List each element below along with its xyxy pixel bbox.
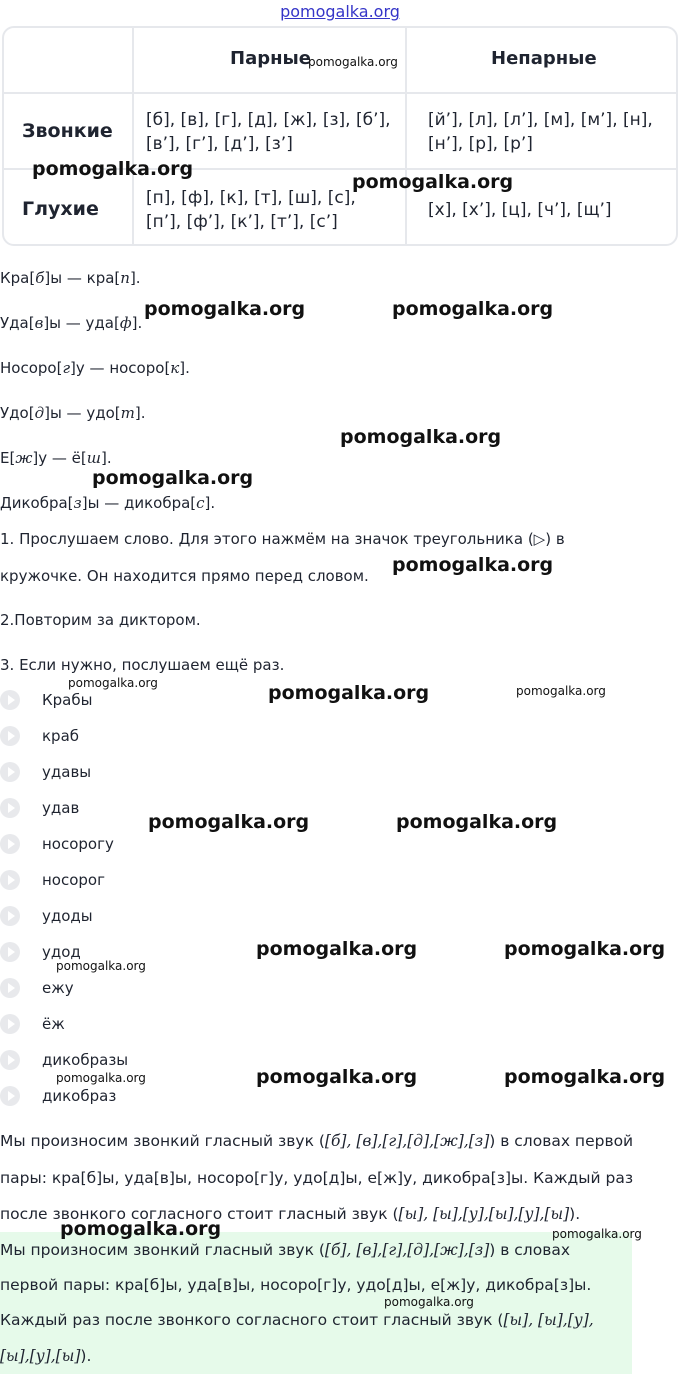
example-sound: ж [15, 449, 33, 467]
row-header-voiced: Звонкие [22, 120, 113, 142]
example-line: Удо[д]ы — удо[т]. [0, 404, 146, 422]
audio-word: удод [42, 943, 81, 961]
answer-line: первой пары: кра[б]ы, уда[в]ы, носоро[г]у, удо[д]ы, е[ж]у, дикобра[з]ы. [0, 1276, 592, 1294]
example-sound: с [196, 494, 205, 512]
instruction-step-2: 2.Повторим за диктором. [0, 611, 201, 629]
watermark: pomogalka.org [56, 959, 146, 973]
cell-line: [п], [ф], [к], [т], [ш], [с], [146, 188, 356, 208]
table-divider [4, 92, 676, 94]
cell-voiced-unpaired [428, 108, 653, 156]
example-sound: к [170, 359, 180, 377]
table-divider [132, 28, 134, 244]
paragraph-sounds: [б], [в],[г],[д],[ж],[з] [324, 1132, 490, 1150]
audio-word: ёж [42, 1015, 65, 1033]
example-text: у — носоро [75, 359, 165, 377]
paragraph-sounds: [ы],[у],[ы] [0, 1347, 81, 1365]
paragraph-text: ). [80, 1347, 92, 1365]
watermark: pomogalka.org [56, 1071, 146, 1085]
play-icon[interactable] [0, 726, 20, 746]
watermark: pomogalka.org [396, 811, 558, 833]
play-icon[interactable] [0, 1014, 20, 1034]
watermark: pomogalka.org [504, 938, 666, 960]
example-line: Кра[б]ы — кра[п]. [0, 269, 141, 287]
paragraph-sounds: [б], [в],[г],[д],[ж],[з] [324, 1241, 490, 1259]
answer-line [0, 1347, 91, 1365]
play-icon[interactable] [0, 942, 20, 962]
column-header-paired: Парные [230, 48, 312, 69]
paragraph-text: ). [569, 1205, 581, 1223]
play-icon[interactable] [0, 1050, 20, 1070]
example-text: Дикобра [0, 494, 68, 512]
example-sound: д [34, 404, 45, 422]
example-sound: т [120, 404, 135, 422]
watermark: pomogalka.org [352, 171, 514, 193]
instruction-step-1-cont: кружочке. Он находится прямо перед словом. [0, 567, 369, 585]
watermark: pomogalka.org [392, 298, 554, 320]
example-text: . [106, 449, 112, 467]
watermark: pomogalka.org [148, 811, 310, 833]
watermark: pomogalka.org [32, 158, 194, 180]
example-text: ы — удо [49, 404, 115, 422]
instruction-step-3: 3. Если нужно, послушаем ещё раз. [0, 656, 285, 674]
example-text: Е [0, 449, 10, 467]
audio-word: удоды [42, 907, 93, 925]
paragraph-line [0, 1132, 633, 1150]
play-icon[interactable] [0, 762, 20, 782]
example-line: Уда[в]ы — уда[ф]. [0, 314, 143, 332]
example-text: . [137, 314, 143, 332]
example-text: ы — кра [50, 269, 115, 287]
paragraph-text: Мы произносим звонкий гласный звук ( [0, 1241, 325, 1259]
instruction-step-1: 1. Прослушаем слово. Для этого нажмём на значок треугольника (▷) в [0, 530, 565, 548]
table-divider [405, 28, 407, 244]
example-text: Уда [0, 314, 29, 332]
watermark: pomogalka.org [340, 426, 502, 448]
example-sound: ш [86, 449, 101, 467]
example-line: Е[ж]у — ё[ш]. [0, 449, 112, 467]
example-sound: г [62, 359, 71, 377]
play-icon[interactable] [0, 906, 20, 926]
play-icon[interactable] [0, 1086, 20, 1106]
paragraph-text: после звонкого согласного стоит гласный звук ( [0, 1205, 399, 1223]
watermark: pomogalka.org [516, 684, 606, 698]
header-watermark-link[interactable]: pomogalka.org [280, 2, 400, 21]
cell-line: [н’], [р], [р’] [428, 134, 533, 154]
watermark: pomogalka.org [60, 1218, 222, 1240]
example-text: Носоро [0, 359, 57, 377]
example-sound: з [73, 494, 82, 512]
paragraph-line: пары: кра[б]ы, уда[в]ы, носоро[г]у, удо[д]ы, е[ж]у, дикобра[з]ы. Каждый раз [0, 1169, 634, 1187]
cell-line: [п’], [ф’], [к’], [т’], [с’] [146, 212, 338, 232]
watermark: pomogalka.org [308, 55, 398, 69]
example-sound: б [35, 269, 45, 287]
example-text: у — ё [38, 449, 81, 467]
play-icon[interactable] [0, 798, 20, 818]
example-sound: в [34, 314, 44, 332]
audio-word: ежу [42, 979, 74, 997]
example-line: Носоро[г]у — носоро[к]. [0, 359, 190, 377]
audio-word: носорогу [42, 835, 114, 853]
paragraph-text: Мы произносим звонкий гласный звук ( [0, 1132, 325, 1150]
example-text: Удо [0, 404, 29, 422]
row-header-voiceless: Глухие [22, 198, 99, 220]
cell-line: [й’], [л], [л’], [м], [м’], [н], [428, 110, 653, 130]
watermark: pomogalka.org [256, 938, 418, 960]
watermark: pomogalka.org [552, 1227, 642, 1241]
example-text: . [185, 359, 190, 377]
example-line: Дикобра[з]ы — дикобра[с]. [0, 494, 216, 512]
answer-line [0, 1241, 570, 1259]
audio-word: краб [42, 727, 80, 745]
watermark: pomogalka.org [256, 1066, 418, 1088]
example-text: . [210, 494, 216, 512]
watermark: pomogalka.org [268, 682, 430, 704]
example-text: ы — дикобра [87, 494, 191, 512]
cell-line: [б], [в], [г], [д], [ж], [з], [б’], [146, 110, 391, 130]
paragraph-sounds: [ы], [ы],[у], [503, 1311, 594, 1329]
audio-word: удав [42, 799, 80, 817]
cell-voiceless-paired [146, 186, 356, 234]
play-icon[interactable] [0, 870, 20, 890]
watermark: pomogalka.org [504, 1066, 666, 1088]
play-icon[interactable] [0, 834, 20, 854]
watermark: pomogalka.org [384, 1295, 474, 1309]
cell-line: [в’], [г’], [д’], [з’] [146, 134, 293, 154]
paragraph-text: Каждый раз после звонкого согласного стоит гласный звук ( [0, 1311, 504, 1329]
watermark: pomogalka.org [68, 676, 158, 690]
paragraph-text: ) в словах [489, 1241, 571, 1259]
audio-word: Крабы [42, 691, 93, 709]
audio-word: дикобразы [42, 1051, 129, 1069]
example-sound: п [120, 269, 130, 287]
audio-word: дикобраз [42, 1087, 117, 1105]
play-icon[interactable] [0, 978, 20, 998]
audio-word: носорог [42, 871, 105, 889]
watermark: pomogalka.org [92, 467, 254, 489]
play-icon[interactable] [0, 690, 20, 710]
example-text: . [135, 269, 141, 287]
cell-voiceless-unpaired: [х], [х’], [ц], [ч’], [щ’] [428, 200, 612, 220]
example-text: . [140, 404, 146, 422]
paragraph-sounds: [ы], [ы],[у],[ы],[у],[ы] [398, 1205, 570, 1223]
paragraph-text: ) в словах первой [489, 1132, 634, 1150]
example-sound: ф [119, 314, 132, 332]
cell-voiced-paired [146, 108, 391, 156]
column-header-unpaired: Непарные [491, 48, 597, 69]
audio-word: удавы [42, 763, 92, 781]
watermark: pomogalka.org [144, 298, 306, 320]
answer-line [0, 1311, 594, 1329]
example-text: Кра [0, 269, 30, 287]
example-text: ы — уда [49, 314, 114, 332]
watermark: pomogalka.org [392, 554, 554, 576]
